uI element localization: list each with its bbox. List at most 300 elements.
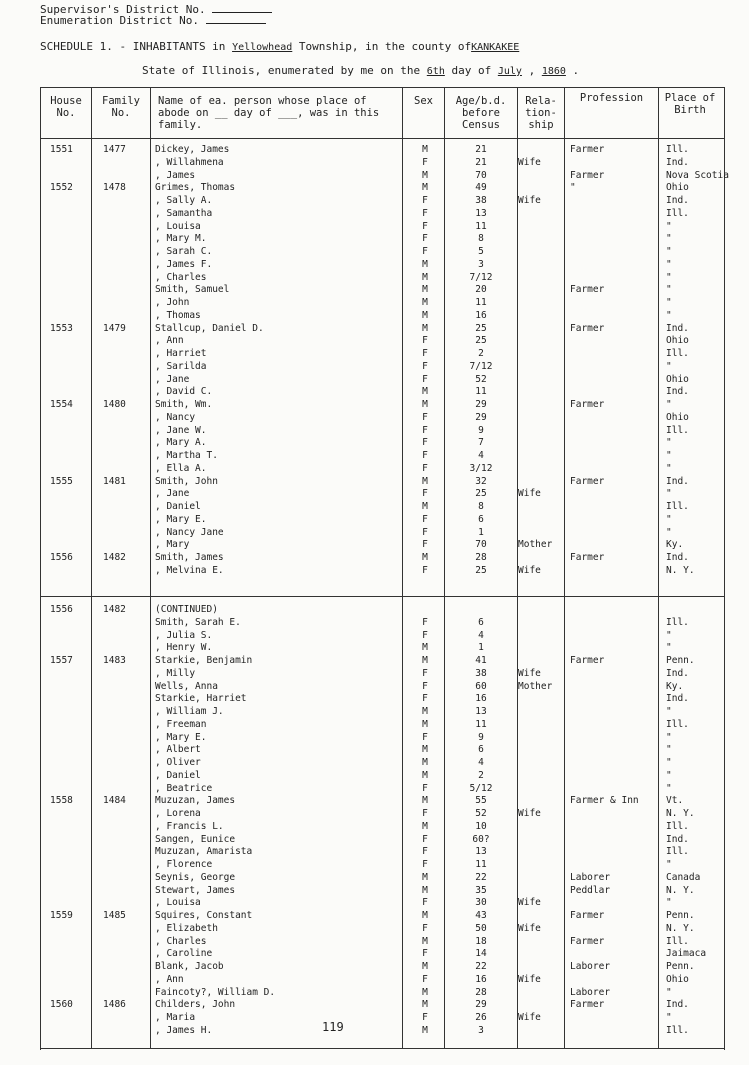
- age-value: 16: [475, 309, 487, 321]
- col-sex-header: Sex: [414, 95, 433, 107]
- table-row: [40, 220, 724, 233]
- sex-value: F: [422, 629, 428, 641]
- sex-value: F: [422, 526, 428, 538]
- enumeration-line: [40, 13, 266, 27]
- age-value: 14: [475, 948, 487, 960]
- profession-value: Farmer: [570, 322, 605, 334]
- age-value: 5: [478, 246, 484, 257]
- birthplace-value: Ohio: [666, 373, 689, 385]
- table-row: [40, 922, 724, 935]
- age-value: 3: [478, 258, 484, 270]
- age-value: 41: [475, 655, 487, 666]
- sex-value: M: [422, 757, 428, 768]
- birthplace-value: ": [666, 782, 672, 794]
- schedule-prefix: SCHEDULE 1. - INHABITANTS in: [40, 40, 226, 53]
- person-name: Dickey, James: [155, 144, 230, 155]
- person-name: , James H.: [155, 1024, 213, 1036]
- table-row: [40, 616, 724, 629]
- age-value: 4: [478, 757, 484, 768]
- house-number: 1554: [50, 399, 73, 410]
- section-divider: [40, 596, 724, 597]
- age-value: 1: [478, 642, 484, 654]
- person-name: Smith, Samuel: [155, 284, 230, 296]
- person-name: Blank, Jacob: [155, 961, 224, 972]
- person-name: Wells, Anna: [155, 680, 218, 692]
- birthplace-value: Ind.: [666, 999, 689, 1011]
- age-value: 11: [475, 297, 487, 308]
- person-name: Starkie, Harriet: [155, 693, 247, 705]
- person-name: , Ann: [155, 335, 184, 347]
- person-name: , Oliver: [155, 757, 201, 768]
- person-name: (CONTINUED): [155, 604, 218, 615]
- family-number: 1482: [103, 604, 126, 615]
- birthplace-value: Ill.: [666, 820, 689, 832]
- profession-value: Farmer: [570, 999, 605, 1011]
- sex-value: F: [422, 973, 428, 985]
- house-number: 1551: [50, 144, 73, 155]
- age-value: 29: [475, 399, 487, 410]
- family-number: 1485: [103, 910, 126, 921]
- birthplace-value: Canada: [666, 871, 701, 883]
- birthplace-value: ": [666, 284, 672, 296]
- family-number: 1486: [103, 999, 126, 1011]
- table-row: [40, 283, 724, 296]
- col-age-header: Age/b.d. before Census: [455, 95, 507, 131]
- sex-value: F: [422, 348, 428, 359]
- age-value: 29: [475, 999, 487, 1011]
- birthplace-value: N. Y.: [666, 808, 695, 819]
- person-name: , Charles: [155, 935, 207, 947]
- birthplace-value: ": [666, 360, 672, 372]
- profession-value: Farmer: [570, 144, 605, 155]
- person-name: , Lorena: [155, 808, 201, 819]
- person-name: , Daniel: [155, 501, 201, 512]
- sex-value: M: [422, 475, 428, 487]
- sex-value: M: [422, 744, 428, 756]
- year-value: 1860: [541, 66, 566, 77]
- person-name: , Milly: [155, 667, 196, 679]
- sex-value: F: [422, 922, 428, 934]
- age-value: 70: [475, 169, 487, 181]
- birthplace-value: Penn.: [666, 961, 695, 972]
- birthplace-value: Penn.: [666, 655, 695, 666]
- age-value: 7: [478, 437, 484, 449]
- table-row: [40, 334, 724, 347]
- person-name: , Beatrice: [155, 782, 213, 794]
- person-name: , Jane: [155, 488, 190, 500]
- age-value: 3: [478, 1024, 484, 1036]
- table-row: [40, 820, 724, 833]
- table-row: [40, 871, 724, 884]
- col-relation-header: Rela- tion- ship: [525, 95, 557, 131]
- age-value: 21: [475, 156, 487, 168]
- birthplace-value: Ill.: [666, 207, 689, 219]
- birthplace-value: N. Y.: [666, 564, 695, 576]
- schedule-line: [40, 40, 519, 53]
- sex-value: F: [422, 948, 428, 960]
- age-value: 38: [475, 195, 487, 206]
- sex-value: M: [422, 642, 428, 654]
- house-number: 1558: [50, 795, 73, 807]
- birthplace-value: ": [666, 757, 672, 768]
- sex-value: F: [422, 488, 428, 500]
- birthplace-value: ": [666, 297, 672, 308]
- person-name: Smith, Wm.: [155, 399, 213, 410]
- table-row: [40, 500, 724, 513]
- person-name: , Jane W.: [155, 424, 207, 436]
- table-row: [40, 169, 729, 182]
- sex-value: M: [422, 718, 428, 730]
- table-row: [40, 909, 724, 922]
- table-row: [40, 360, 724, 373]
- sex-value: M: [422, 871, 428, 883]
- profession-value: Laborer: [570, 986, 611, 998]
- table-row: [40, 398, 724, 411]
- person-name: Grimes, Thomas: [155, 182, 236, 194]
- sex-value: M: [422, 999, 428, 1011]
- birthplace-value: Ind.: [666, 386, 689, 398]
- birthplace-value: Ohio: [666, 335, 689, 347]
- birthplace-value: Ill.: [666, 718, 689, 730]
- sex-value: M: [422, 1024, 428, 1036]
- sex-value: F: [422, 680, 428, 692]
- profession-value: Peddlar: [570, 884, 611, 896]
- relationship-value: Mother: [518, 539, 553, 551]
- age-value: 11: [475, 859, 487, 870]
- person-name: , Thomas: [155, 309, 201, 321]
- age-value: 52: [475, 373, 487, 385]
- profession-value: Laborer: [570, 871, 611, 883]
- sex-value: M: [422, 706, 428, 717]
- house-number: 1553: [50, 322, 73, 334]
- table-row: [40, 385, 724, 398]
- person-name: , Mary E.: [155, 513, 207, 525]
- house-number: 1560: [50, 999, 73, 1011]
- birthplace-value: Ind.: [666, 195, 689, 206]
- birthplace-value: ": [666, 309, 672, 321]
- sex-value: M: [422, 258, 428, 270]
- table-row: [40, 347, 724, 360]
- relationship-value: Wife: [518, 564, 541, 576]
- birthplace-value: Vt.: [666, 795, 684, 807]
- table-row: [40, 207, 724, 220]
- profession-value: Farmer: [570, 169, 605, 181]
- person-name: , Sally A.: [155, 195, 213, 206]
- age-value: 7/12: [469, 271, 493, 283]
- table-row: [40, 692, 724, 705]
- birthplace-value: Ind.: [666, 667, 689, 679]
- birthplace-value: ": [666, 1012, 672, 1023]
- sex-value: F: [422, 195, 428, 206]
- table-row: [40, 296, 724, 309]
- birthplace-value: Ill.: [666, 144, 689, 155]
- age-value: 7/12: [469, 360, 493, 372]
- col-house-header: House No.: [50, 95, 82, 119]
- person-name: Smith, James: [155, 552, 224, 563]
- sex-value: M: [422, 986, 428, 998]
- person-name: , David C.: [155, 386, 213, 398]
- sex-value: F: [422, 513, 428, 525]
- table-row: [40, 271, 724, 284]
- sex-value: M: [422, 655, 428, 666]
- person-name: , Louisa: [155, 897, 201, 909]
- birthplace-value: N. Y.: [666, 884, 695, 896]
- year-sep: ,: [528, 64, 536, 77]
- age-value: 13: [475, 706, 487, 717]
- age-value: 4: [478, 450, 484, 461]
- sex-value: M: [422, 284, 428, 296]
- table-row: [40, 896, 724, 909]
- age-value: 10: [475, 820, 487, 832]
- table-row: [40, 564, 724, 577]
- sex-value: M: [422, 297, 428, 308]
- age-value: 25: [475, 488, 487, 500]
- birthplace-value: N. Y.: [666, 922, 695, 934]
- age-value: 2: [478, 348, 484, 359]
- profession-value: Farmer: [570, 655, 605, 666]
- sex-value: F: [422, 437, 428, 449]
- family-number: 1484: [103, 795, 126, 807]
- age-value: 11: [475, 386, 487, 398]
- sex-value: M: [422, 144, 428, 155]
- person-name: , John: [155, 297, 190, 308]
- age-value: 28: [475, 552, 487, 563]
- state-prefix: State of Illinois, enumerated by me on the: [142, 64, 421, 77]
- person-name: , William J.: [155, 706, 224, 717]
- sex-value: F: [422, 693, 428, 705]
- age-value: 9: [478, 731, 484, 743]
- birthplace-value: ": [666, 769, 672, 781]
- age-value: 5/12: [469, 782, 493, 794]
- table-row: [40, 947, 724, 960]
- birthplace-value: Ill.: [666, 424, 689, 436]
- sex-value: F: [422, 616, 428, 628]
- sex-value: M: [422, 182, 428, 194]
- birthplace-value: Ind.: [666, 475, 689, 487]
- sex-value: M: [422, 322, 428, 334]
- birthplace-value: Ind.: [666, 833, 689, 845]
- age-value: 52: [475, 808, 487, 819]
- birthplace-value: ": [666, 437, 672, 449]
- relationship-value: Wife: [518, 1012, 541, 1023]
- person-name: , Albert: [155, 744, 201, 756]
- state-line: [142, 64, 579, 77]
- birthplace-value: ": [666, 642, 672, 654]
- person-name: , Freeman: [155, 718, 207, 730]
- profession-value: Farmer: [570, 399, 605, 410]
- age-value: 18: [475, 935, 487, 947]
- person-name: , Mary: [155, 539, 190, 551]
- person-name: Smith, John: [155, 475, 218, 487]
- age-value: 11: [475, 718, 487, 730]
- age-value: 22: [475, 961, 487, 972]
- sex-value: F: [422, 246, 428, 257]
- table-bottom: [40, 1048, 724, 1049]
- sex-value: F: [422, 846, 428, 858]
- day-value: 6th: [426, 66, 445, 77]
- age-value: 60?: [472, 833, 490, 845]
- age-value: 25: [475, 564, 487, 576]
- sex-value: F: [422, 424, 428, 436]
- day-mid: day of: [451, 64, 492, 77]
- age-value: 38: [475, 667, 487, 679]
- person-name: , Samantha: [155, 207, 213, 219]
- birthplace-value: Ind.: [666, 552, 689, 563]
- table-row: [40, 194, 724, 207]
- age-value: 60: [475, 680, 487, 692]
- profession-value: Farmer: [570, 935, 605, 947]
- age-value: 26: [475, 1012, 487, 1023]
- col-name-header: Name of ea. person whose place of abode on __ day of ___, was in this family.: [158, 95, 380, 131]
- person-name: Smith, Sarah E.: [155, 616, 241, 628]
- age-value: 70: [475, 539, 487, 551]
- sex-value: M: [422, 501, 428, 512]
- table-row: [40, 680, 724, 693]
- sex-value: M: [422, 910, 428, 921]
- age-value: 30: [475, 897, 487, 909]
- person-name: , Nancy Jane: [155, 526, 224, 538]
- birthplace-value: ": [666, 462, 672, 474]
- table-row: [40, 449, 724, 462]
- sex-value: F: [422, 233, 428, 245]
- family-number: 1479: [103, 322, 126, 334]
- table-row: [40, 143, 724, 156]
- family-number: 1478: [103, 182, 126, 194]
- profession-value: Laborer: [570, 961, 611, 972]
- header-divider: [40, 138, 724, 139]
- person-name: , James: [155, 169, 196, 181]
- table-row: [40, 731, 724, 744]
- col-family-header: Family No.: [102, 95, 140, 119]
- age-value: 21: [475, 144, 487, 155]
- age-value: 32: [475, 475, 487, 487]
- table-row: [40, 232, 724, 245]
- relationship-value: Mother: [518, 680, 553, 692]
- person-name: , Daniel: [155, 769, 201, 781]
- birthplace-value: Ill.: [666, 501, 689, 512]
- age-value: 49: [475, 182, 487, 194]
- table-row: [40, 181, 724, 194]
- person-name: , Sarilda: [155, 360, 207, 372]
- person-name: , Mary A.: [155, 437, 207, 449]
- col-birth-header: Place of Birth: [664, 92, 716, 116]
- house-number: 1552: [50, 182, 73, 194]
- table-row: [40, 960, 724, 973]
- table-row: [40, 411, 724, 424]
- birthplace-value: Jaimaca: [666, 948, 707, 960]
- table-row: [40, 436, 724, 449]
- house-number: 1556: [50, 604, 73, 615]
- person-name: Sangen, Eunice: [155, 833, 236, 845]
- sex-value: M: [422, 884, 428, 896]
- township-value: Yellowhead: [232, 42, 293, 53]
- birthplace-value: Ind.: [666, 322, 689, 334]
- sex-value: F: [422, 539, 428, 551]
- table-row: [40, 322, 724, 335]
- sex-value: M: [422, 552, 428, 563]
- col-profession-header: Profession: [579, 92, 644, 104]
- table-row: [40, 462, 724, 475]
- county-value: KANKAKEE: [471, 42, 520, 53]
- table-row: [40, 258, 724, 271]
- relationship-value: Wife: [518, 488, 541, 500]
- person-name: , Willahmena: [155, 156, 224, 168]
- table-row: [40, 973, 724, 986]
- age-value: 8: [478, 501, 484, 512]
- table-row: [40, 309, 724, 322]
- table-row: [40, 245, 724, 258]
- person-name: , Sarah C.: [155, 246, 213, 257]
- table-row: [40, 654, 724, 667]
- table-row: [40, 858, 724, 871]
- birthplace-value: Ill.: [666, 935, 689, 947]
- age-value: 6: [478, 744, 484, 756]
- person-name: , Charles: [155, 271, 207, 283]
- supervisor-label: Supervisor's District No.: [40, 3, 206, 16]
- person-name: , Mary E.: [155, 731, 207, 743]
- sex-value: F: [422, 731, 428, 743]
- table-row: [40, 629, 724, 642]
- birthplace-value: Ky.: [666, 539, 684, 551]
- table-row: [40, 487, 724, 500]
- sex-value: F: [422, 462, 428, 474]
- age-value: 2: [478, 769, 484, 781]
- age-value: 28: [475, 986, 487, 998]
- table-row: [40, 667, 724, 680]
- birthplace-value: ": [666, 706, 672, 717]
- person-name: , Henry W.: [155, 642, 213, 654]
- age-value: 13: [475, 207, 487, 219]
- relationship-value: Wife: [518, 667, 541, 679]
- relationship-value: Wife: [518, 195, 541, 206]
- sex-value: M: [422, 386, 428, 398]
- birthplace-value: Nova Scotia: [666, 169, 729, 181]
- relationship-value: Wife: [518, 973, 541, 985]
- birthplace-value: ": [666, 986, 672, 998]
- sex-value: F: [422, 782, 428, 794]
- family-number: 1483: [103, 655, 126, 666]
- birthplace-value: ": [666, 744, 672, 756]
- person-name: , Jane: [155, 373, 190, 385]
- profession-value: ": [570, 182, 576, 194]
- birthplace-value: ": [666, 399, 672, 410]
- birthplace-value: ": [666, 271, 672, 283]
- sex-value: F: [422, 450, 428, 461]
- sex-value: M: [422, 271, 428, 283]
- sex-value: M: [422, 795, 428, 807]
- birthplace-value: ": [666, 233, 672, 245]
- family-number: 1480: [103, 399, 126, 410]
- age-value: 13: [475, 846, 487, 858]
- birthplace-value: ": [666, 731, 672, 743]
- person-name: , Caroline: [155, 948, 213, 960]
- table-row: [40, 1024, 724, 1037]
- birthplace-value: Ohio: [666, 973, 689, 985]
- person-name: , Mary M.: [155, 233, 207, 245]
- table-row: [40, 705, 724, 718]
- sex-value: F: [422, 1012, 428, 1023]
- birthplace-value: Penn.: [666, 910, 695, 921]
- birthplace-value: Ill.: [666, 846, 689, 858]
- relationship-value: Wife: [518, 897, 541, 909]
- person-name: , Louisa: [155, 220, 201, 232]
- house-number: 1556: [50, 552, 73, 563]
- person-name: , Elizabeth: [155, 922, 218, 934]
- person-name: , Ann: [155, 973, 184, 985]
- person-name: , Florence: [155, 859, 213, 870]
- sex-value: F: [422, 897, 428, 909]
- birthplace-value: ": [666, 246, 672, 257]
